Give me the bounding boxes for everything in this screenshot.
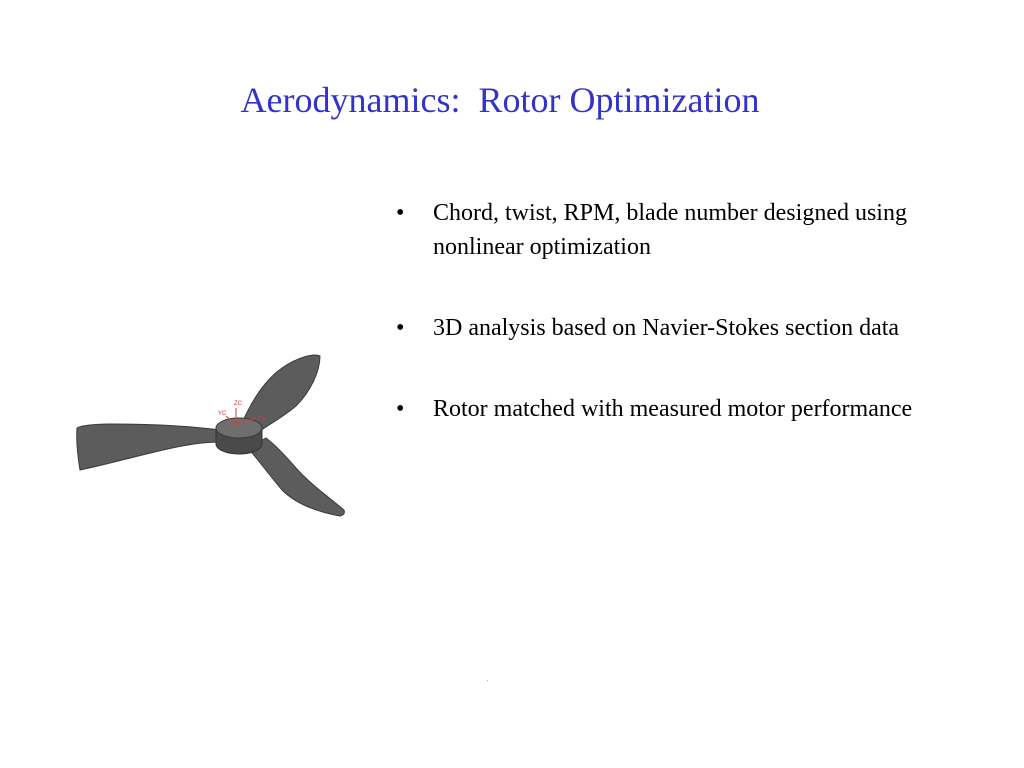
rotor-blade-left: [77, 424, 222, 470]
bullet-glyph: •: [396, 396, 405, 422]
rotor-hub: [216, 418, 262, 454]
bullet-text: Chord, twist, RPM, blade number designed using nonlinear optimization: [433, 200, 907, 260]
axis-label-yc: YC: [218, 411, 227, 417]
stray-mark: [487, 680, 488, 681]
rotor-render: [70, 350, 355, 525]
bullet-text: Rotor matched with measured motor performance: [433, 396, 913, 422]
bullet-text: 3D analysis based on Navier-Stokes section data: [433, 315, 900, 341]
slide-title: Aerodynamics: Rotor Optimization: [240, 80, 760, 120]
bullet-item: [396, 196, 956, 264]
bullet-item: [396, 311, 956, 345]
axis-label-xc: XC: [258, 416, 267, 422]
bullet-glyph: •: [396, 200, 405, 226]
axis-label-zc: ZC: [234, 401, 242, 407]
bullet-glyph: •: [396, 315, 405, 341]
rotor-blade-lower: [248, 438, 344, 516]
bullet-list: [396, 196, 956, 473]
bullet-item: [396, 392, 956, 426]
